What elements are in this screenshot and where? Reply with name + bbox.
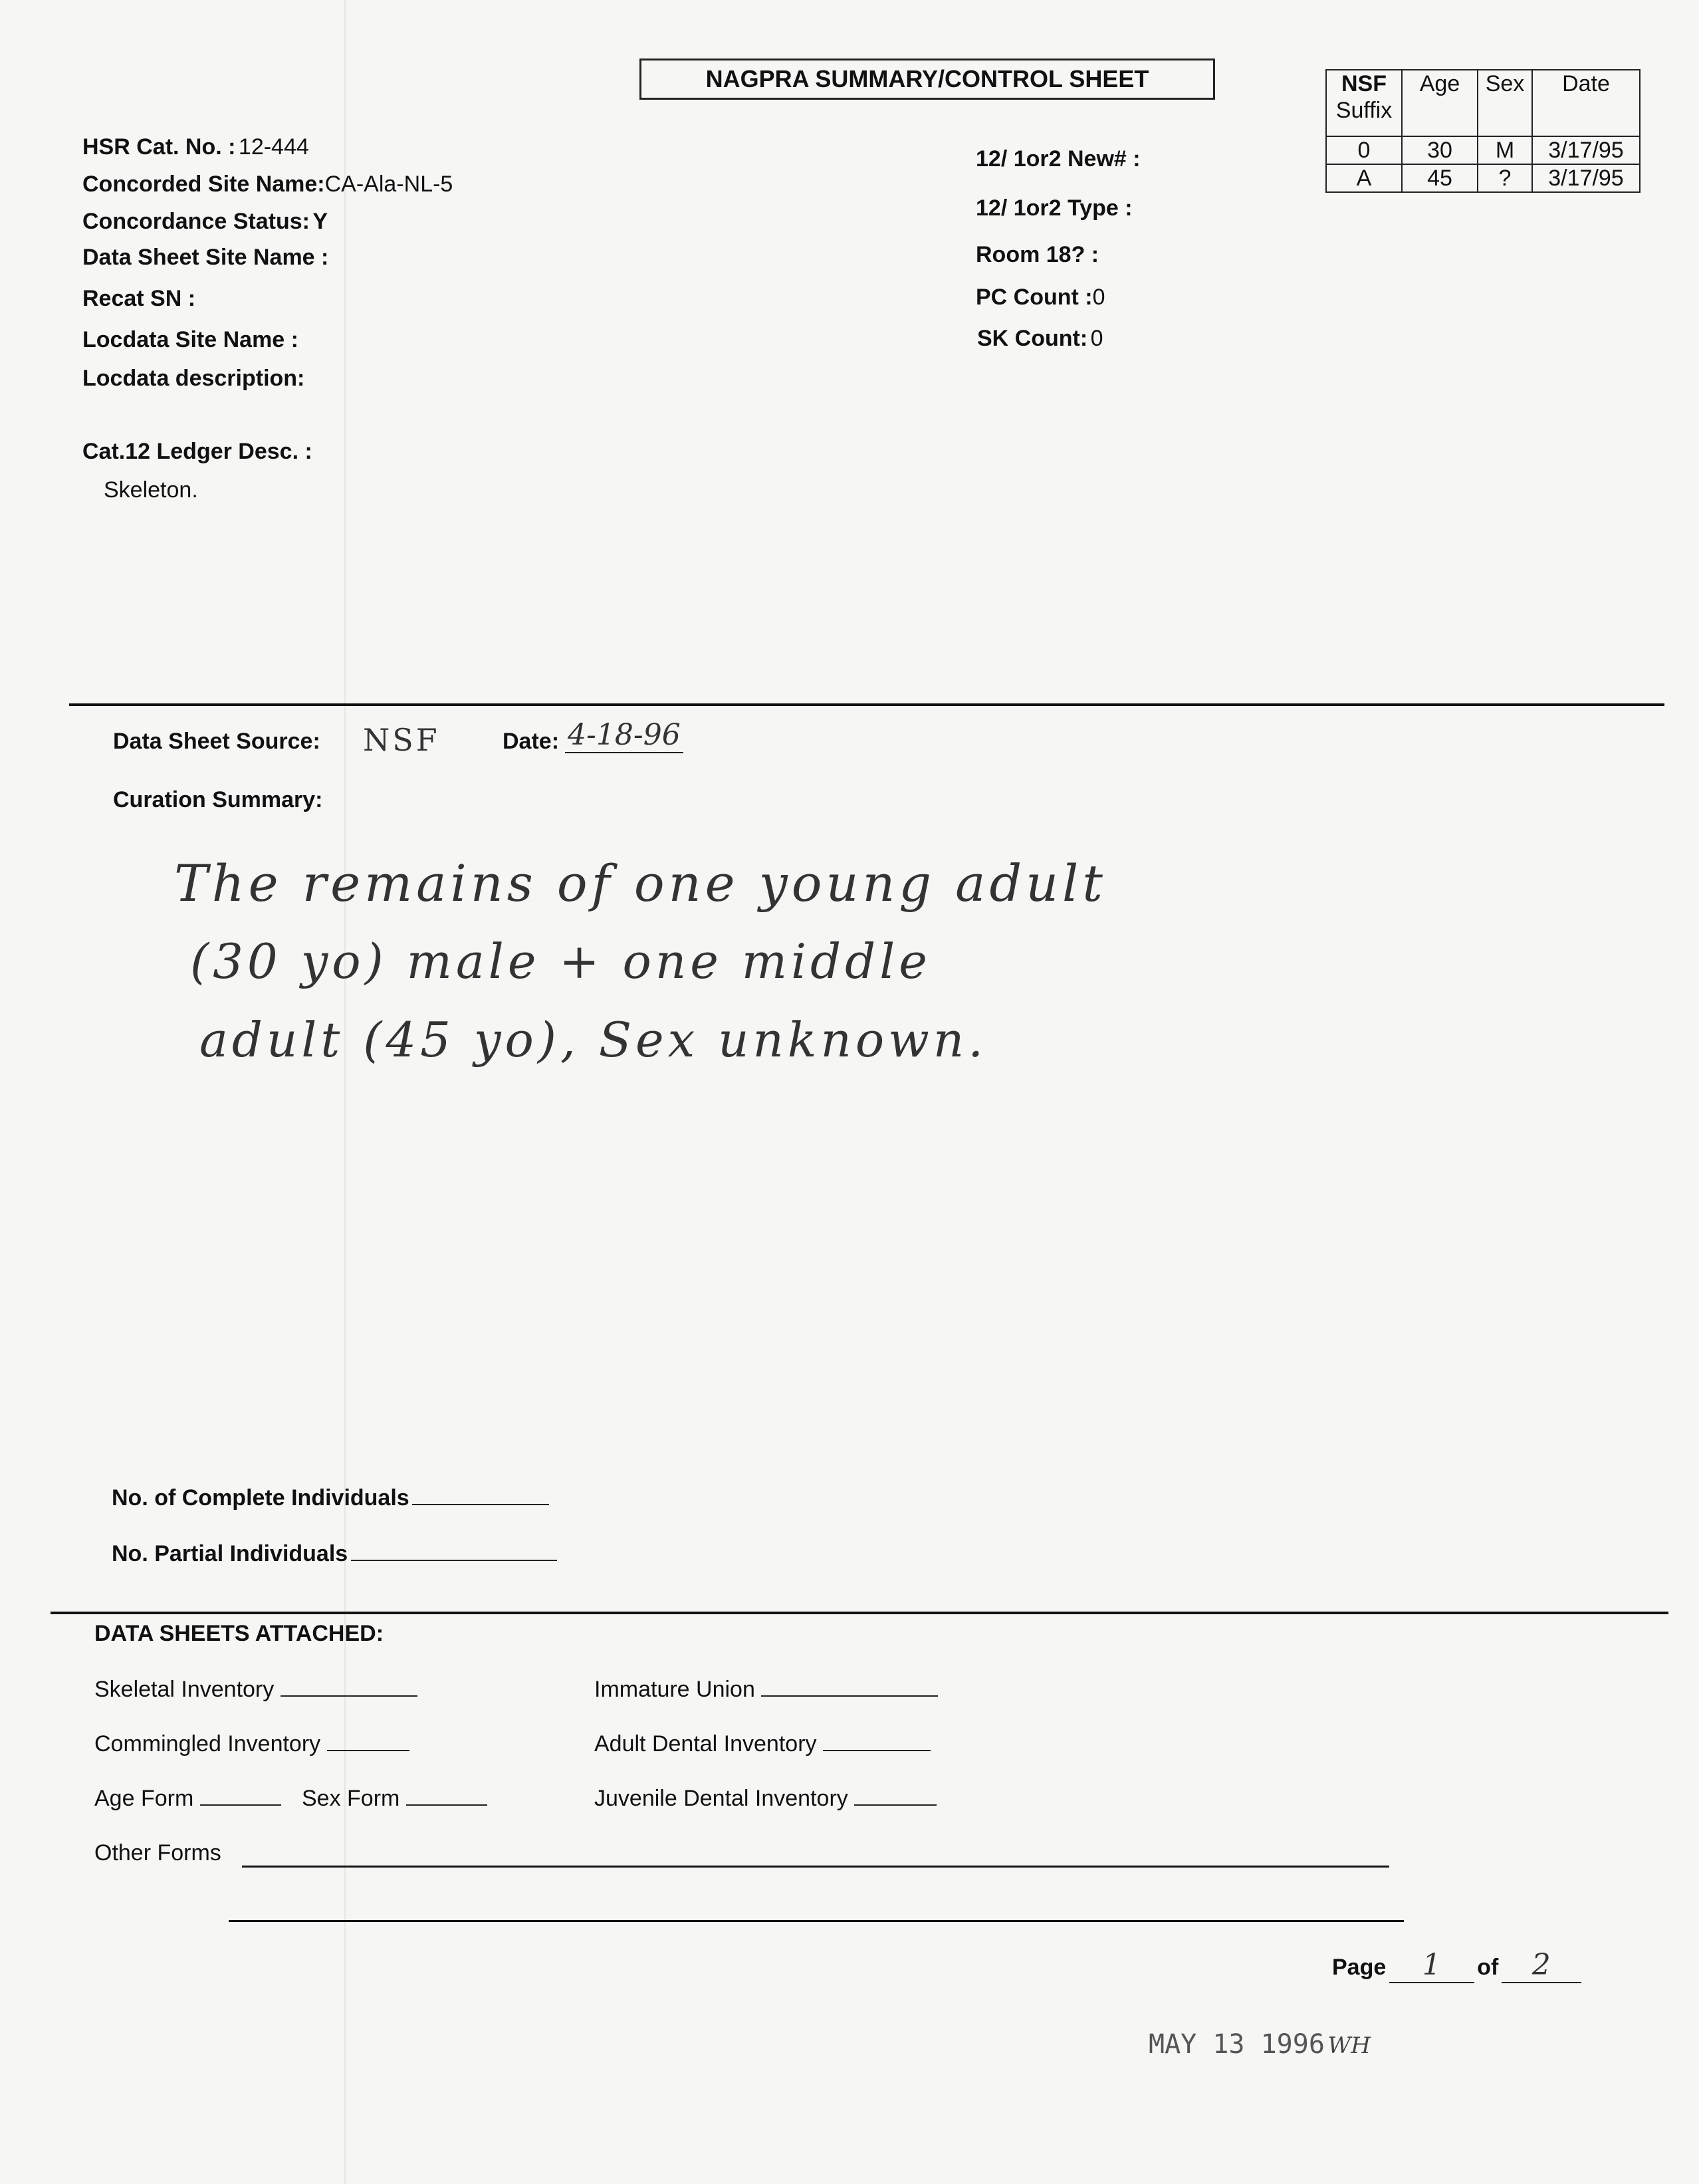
stamp-initials: WH xyxy=(1327,2032,1371,2059)
sk-count-field: SK Count: 0 xyxy=(977,326,1103,351)
date-header: Date xyxy=(1532,70,1640,136)
other-forms-blank xyxy=(242,1866,1389,1868)
skeletal-inventory-field: Skeletal Inventory xyxy=(94,1677,417,1703)
received-stamp xyxy=(1149,2029,1371,2060)
summary-line: The remains of one young adult xyxy=(174,854,1107,913)
section-divider xyxy=(69,703,1664,706)
suffix-cell: A xyxy=(1326,164,1402,192)
age-form-field: Age Form xyxy=(94,1786,281,1812)
hsr-cat-value: 12-444 xyxy=(238,134,309,160)
age-header: Age xyxy=(1402,70,1478,136)
form-title: NAGPRA SUMMARY/CONTROL SHEET xyxy=(639,59,1215,100)
other-forms-blank-2 xyxy=(229,1920,1404,1922)
room-label: Room 18? : xyxy=(976,242,1099,267)
juvenile-dental-inventory-field: Juvenile Dental Inventory xyxy=(594,1786,937,1812)
stamp-date: MAY 13 1996 xyxy=(1149,2029,1325,2060)
pc-count-value: 0 xyxy=(1092,285,1105,310)
page-total: 2 xyxy=(1502,1948,1581,1983)
page-number: 1 xyxy=(1389,1948,1474,1983)
data-sheet-source-label: Data Sheet Source: xyxy=(113,729,320,754)
ledger-desc-value: Skeleton. xyxy=(104,477,198,503)
sk-count-value: 0 xyxy=(1090,326,1103,351)
sex-form-field: Sex Form xyxy=(302,1786,487,1812)
curation-summary-label: Curation Summary: xyxy=(113,787,323,812)
data-sheet-source-value: NSF xyxy=(363,722,440,758)
summary-line: adult (45 yo), Sex unknown. xyxy=(199,1012,988,1068)
concordance-status-field: Concordance Status: Y xyxy=(82,209,328,234)
nsf-table-header xyxy=(1326,70,1640,136)
complete-individuals-blank xyxy=(412,1504,549,1505)
partial-individuals-blank xyxy=(351,1560,557,1561)
concorded-site-field: Concorded Site Name:CA-Ala-NL-5 xyxy=(82,172,453,197)
commingled-inventory-field: Commingled Inventory xyxy=(94,1731,409,1757)
sex-cell: M xyxy=(1478,136,1532,164)
locdata-description-label: Locdata description: xyxy=(82,366,305,391)
recat-sn-label: Recat SN : xyxy=(82,286,196,311)
new-num-label: 12/ 1or2 New# : xyxy=(976,146,1141,172)
type-label: 12/ 1or2 Type : xyxy=(976,195,1133,221)
table-row xyxy=(1326,164,1640,192)
attached-heading: DATA SHEETS ATTACHED: xyxy=(94,1621,384,1646)
page-indicator: Page 1 of 2 xyxy=(1332,1948,1581,1983)
date-label: Date: xyxy=(503,729,560,754)
table-row xyxy=(1326,136,1640,164)
partial-individuals-field: No. Partial Individuals xyxy=(112,1541,557,1567)
summary-line: (30 yo) male + one middle xyxy=(190,933,931,989)
age-cell: 30 xyxy=(1402,136,1478,164)
source-date-value: 4-18-96 xyxy=(565,718,683,753)
paper-fold-line xyxy=(344,0,346,2184)
suffix-cell: 0 xyxy=(1326,136,1402,164)
nsf-table xyxy=(1325,69,1641,193)
concordance-status-value: Y xyxy=(312,209,328,234)
sex-cell: ? xyxy=(1478,164,1532,192)
sex-header: Sex xyxy=(1478,70,1532,136)
adult-dental-inventory-field: Adult Dental Inventory xyxy=(594,1731,931,1757)
concorded-site-value: CA-Ala-NL-5 xyxy=(324,172,453,197)
pc-count-field: PC Count :0 xyxy=(976,285,1105,310)
complete-individuals-field: No. of Complete Individuals xyxy=(112,1485,549,1511)
date-cell: 3/17/95 xyxy=(1532,136,1640,164)
section-divider xyxy=(51,1612,1668,1614)
nsf-suffix-header: NSF Suffix xyxy=(1326,70,1402,136)
locdata-site-label: Locdata Site Name : xyxy=(82,327,298,352)
age-cell: 45 xyxy=(1402,164,1478,192)
data-sheet-site-label: Data Sheet Site Name : xyxy=(82,245,329,270)
date-cell: 3/17/95 xyxy=(1532,164,1640,192)
other-forms-field: Other Forms xyxy=(94,1840,221,1866)
hsr-cat-field: HSR Cat. No. : 12-444 xyxy=(82,134,309,160)
immature-union-field: Immature Union xyxy=(594,1677,938,1703)
ledger-desc-label: Cat.12 Ledger Desc. : xyxy=(82,439,312,464)
